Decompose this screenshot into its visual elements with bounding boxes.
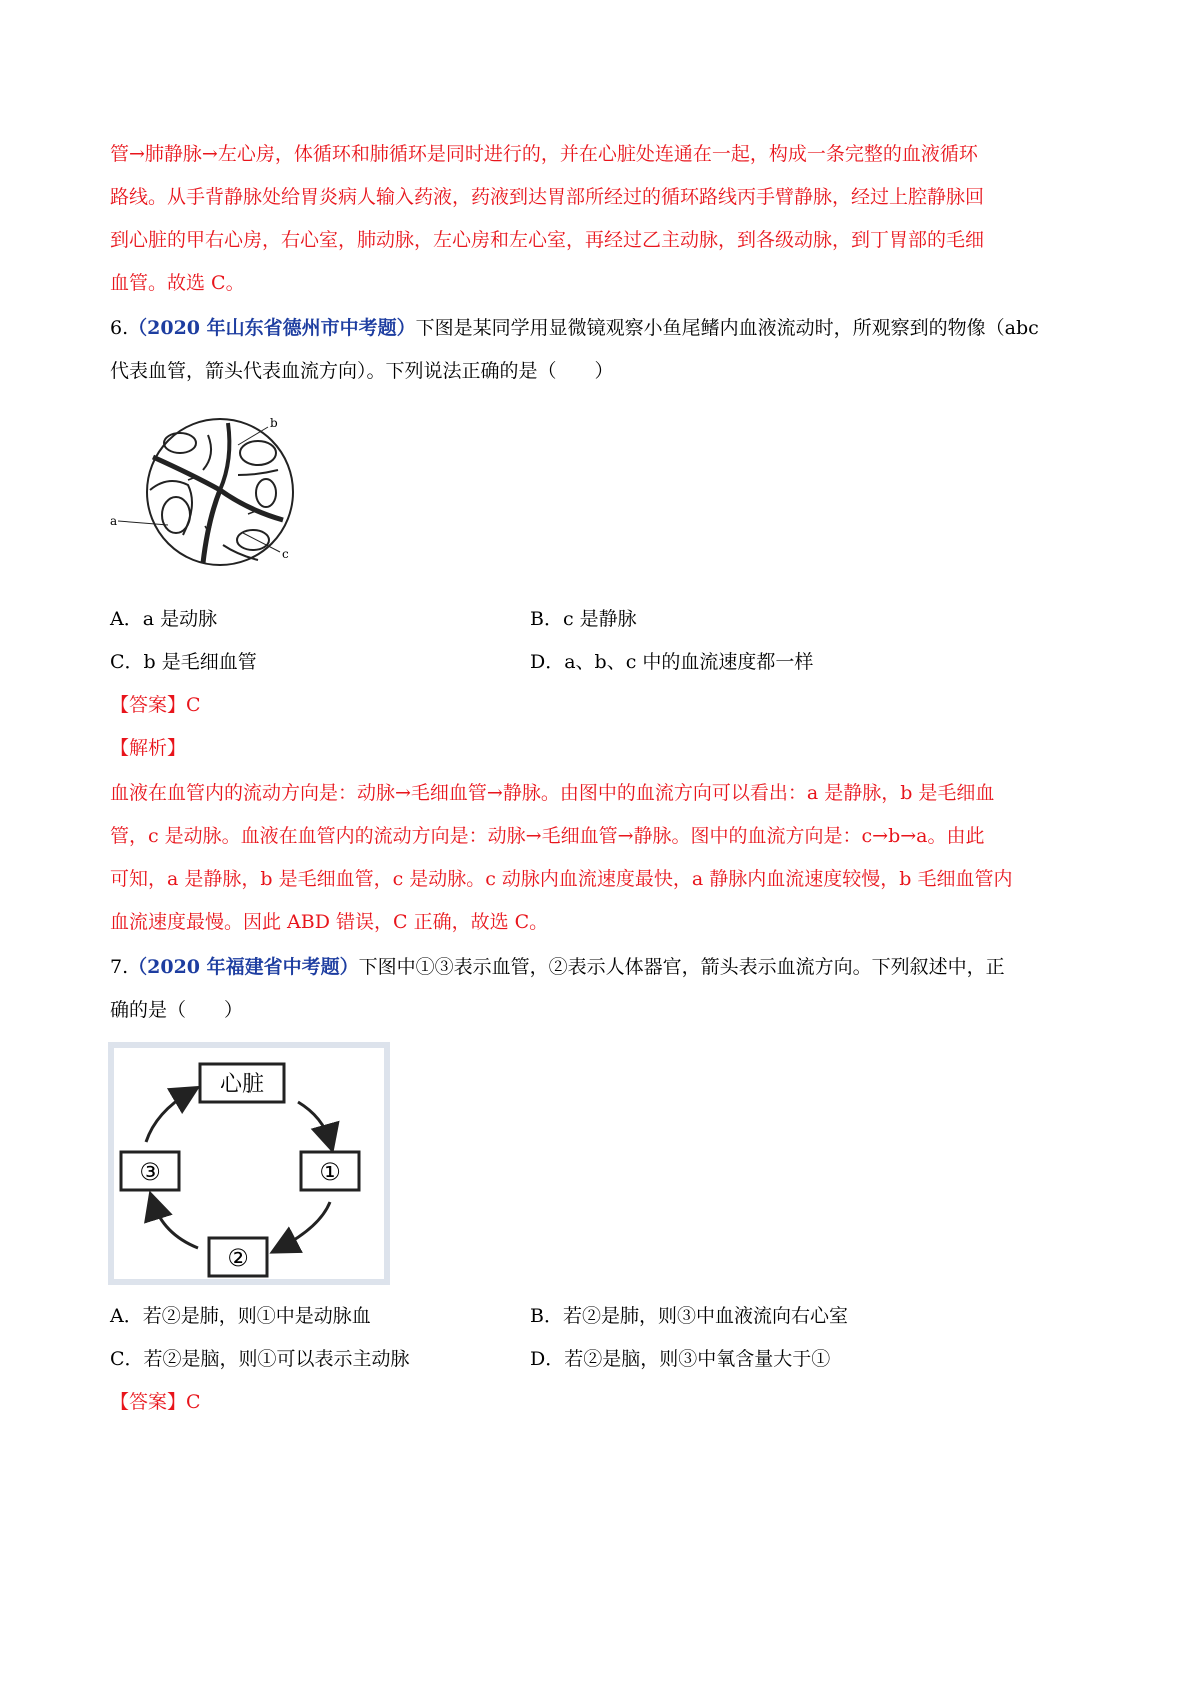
q6-stem-line-1 bbox=[110, 315, 1100, 341]
q6-option-d: D．a、b、c 中的血流速度都一样 bbox=[530, 651, 814, 673]
q7-stem-text: 下图中①③表示血管，②表示人体器官，箭头表示血流方向。下列叙述中，正 bbox=[358, 956, 1005, 978]
q7-answer: 【答案】C bbox=[110, 1391, 201, 1413]
q6-stem-line-2: 代表血管，箭头代表血流方向）。下列说法正确的是（ ） bbox=[110, 360, 614, 382]
q7-option-b: B．若②是肺，则③中血液流向右心室 bbox=[530, 1305, 848, 1327]
q6-answer: 【答案】C bbox=[110, 694, 201, 716]
q7-stem-line-1 bbox=[110, 954, 1100, 980]
q6-number: 6. bbox=[110, 317, 129, 339]
microscope-figure bbox=[108, 415, 313, 575]
label-b: b bbox=[270, 416, 278, 430]
prev-analysis-line-2: 路线。从手背静脉处给胃炎病人输入药液，药液到达胃部所经过的循环路线丙手臂静脉，经过上腔静脉回 bbox=[110, 186, 985, 208]
q6-stem-text: 下图是某同学用显微镜观察小鱼尾鳍内血液流动时，所观察到的物像（abc bbox=[415, 317, 1039, 339]
q7-number: 7. bbox=[110, 956, 129, 978]
q6-analysis-heading: 【解析】 bbox=[110, 737, 187, 759]
q6-option-a: A．a 是动脉 bbox=[110, 608, 218, 630]
q7-option-a: A．若②是肺，则①中是动脉血 bbox=[110, 1305, 371, 1327]
q6-option-c: C．b 是毛细血管 bbox=[110, 651, 257, 673]
prev-analysis-line-4: 血管。故选 C。 bbox=[110, 272, 245, 294]
label-a: a bbox=[110, 514, 118, 528]
q6-source: （2020 年山东省德州市中考题） bbox=[128, 317, 416, 339]
prev-analysis-line-1: 管→肺静脉→左心房，体循环和肺循环是同时进行的，并在心脏处连通在一起，构成一条完整的血液循环 bbox=[110, 143, 978, 165]
heart-label: 心脏 bbox=[219, 1072, 265, 1097]
circulation-figure bbox=[108, 1042, 390, 1285]
q7-option-c: C．若②是脑，则①可以表示主动脉 bbox=[110, 1348, 410, 1370]
prev-analysis-line-3: 到心脏的甲右心房，右心室，肺动脉，左心房和左心室，再经过乙主动脉，到各级动脉，到丁胃部的毛细 bbox=[110, 229, 985, 251]
q7-stem-line-2: 确的是（ ） bbox=[110, 999, 244, 1021]
q6-analysis-line-1: 血液在血管内的流动方向是：动脉→毛细血管→静脉。由图中的血流方向可以看出：a 是静脉，b 是毛细血 bbox=[110, 782, 995, 804]
q6-option-b: B．c 是静脉 bbox=[530, 608, 637, 630]
label-c: c bbox=[282, 547, 289, 561]
q6-analysis-line-4: 血流速度最慢。因此 ABD 错误，C 正确，故选 C。 bbox=[110, 911, 549, 933]
q7-option-d: D．若②是脑，则③中氧含量大于① bbox=[530, 1348, 831, 1370]
box-1-label: ① bbox=[319, 1158, 341, 1186]
q6-analysis-line-3: 可知，a 是静脉，b 是毛细血管，c 是动脉。c 动脉内血流速度最快，a 静脉内血流速度较慢，b 毛细血管内 bbox=[110, 868, 1013, 890]
box-2-label: ② bbox=[227, 1244, 249, 1272]
box-3-label: ③ bbox=[139, 1158, 161, 1186]
q7-source: （2020 年福建省中考题） bbox=[128, 956, 359, 978]
q6-analysis-line-2: 管，c 是动脉。血液在血管内的流动方向是：动脉→毛细血管→静脉。图中的血流方向是：c→b→a。由此 bbox=[110, 825, 985, 847]
